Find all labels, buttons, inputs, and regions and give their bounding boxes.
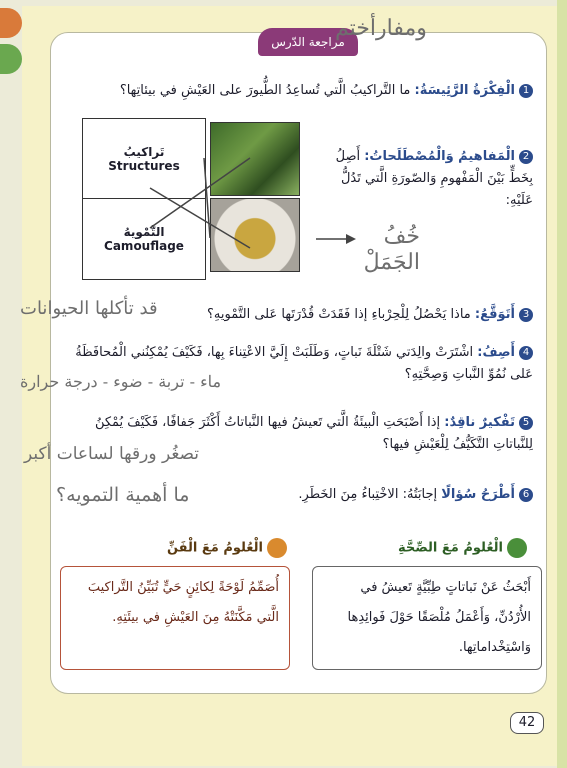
- tab-marker-orange: [0, 8, 22, 38]
- q2-label: الْمَفاهيمُ وَالْمُصْطَلَحاتُ:: [364, 149, 515, 164]
- match-line-1: [204, 158, 210, 238]
- q6-label: أَطْرَحُ سُؤالًا: [441, 487, 515, 502]
- art-title-text: الْعُلومُ مَعَ الْفَنِّ: [166, 540, 263, 556]
- art-panel: [60, 566, 290, 670]
- q3-text: ماذا يَحْصُلُ لِلْحِرْباءِ إذا فَقَدَتْ قُدْرَتَها عَلى التَّمْويهِ؟: [207, 307, 471, 322]
- q3-number: 3: [519, 308, 533, 322]
- palette-icon: [267, 538, 287, 558]
- term-structures-ar: تَراكيبُ: [123, 145, 165, 159]
- q5-number: 5: [519, 416, 533, 430]
- q6-text: إجابَتُهُ: الاخْتِباءُ مِنَ الخَطَرِ.: [298, 487, 438, 502]
- health-panel: [312, 566, 542, 670]
- handwriting-q6: ما أهمية التمويه؟: [56, 484, 190, 506]
- q5-text: إذا أَصْبَحَتِ الْبيئَةُ الَّتي تَعيشُ فيها النَّباتاتُ أَكْثَرَ جَفافًا، فَكَيْفَ يُمْكِنُ لِلنَّباتاتِ التَّكَيُّفُ لِلْعَيْشِ فيها؟: [94, 415, 533, 452]
- health-title-text: الْعُلومُ مَعَ الصِّحَّةِ: [397, 540, 503, 556]
- term-structures-en: Structures: [108, 159, 180, 173]
- match-lines: [82, 118, 304, 278]
- handwriting-q3: قد تأكلها الحيوانات: [20, 298, 158, 319]
- handwriting-q4: ماء - تربة - ضوء - درجة حرارة: [20, 372, 222, 391]
- page-edge: [557, 0, 567, 768]
- art-title: [167, 538, 287, 558]
- tab-marker-green: [0, 44, 22, 74]
- q1-text: ما التَّراكيبُ الَّتي تُساعِدُ الطُّيورَ على العَيْشِ في بيئاتِها؟: [119, 83, 411, 98]
- handwriting-header: ومفارأختم: [335, 16, 427, 41]
- question-2: [333, 146, 533, 212]
- art-text: أُصَمِّمُ لَوْحَةً لِكائِنٍ حَيٍّ تُبَيِّنُ التَّراكيبَ الَّتي مَكَّنَتْهُ مِنَ العَيْشِ في بيئَتِهِ.: [87, 580, 279, 625]
- q4-number: 4: [519, 346, 533, 360]
- term-camouflage-ar: التَّمْويهُ: [123, 225, 165, 239]
- q1-number: 1: [519, 84, 533, 98]
- q5-label: تَفْكيرٌ ناقِدٌ:: [444, 415, 515, 430]
- page-number: 42: [510, 712, 544, 734]
- q2-number: 2: [519, 150, 533, 164]
- health-text: أَبْحَثُ عَنْ نَباتاتٍ طِبِّيَّةٍ تَعيشُ في الأُرْدُنِّ، وَأَعْمَلُ مُلْصَقًا حَوْلَ فَوائِدِها وَاسْتِخْداماتِها.: [347, 580, 531, 655]
- q4-text: اشْتَرَتْ والِدَتي شَتْلَةَ نَباتٍ، وَطَلَبَتْ إِلَيَّ الاعْتِناءَ بِها، فَكَيْفَ يُمْكِنُني الْمُحافَظَةُ عَلى نُمُوِّ النَّباتِ وَصِحَّتِهِ؟: [75, 345, 533, 382]
- thermometer-icon: [507, 538, 527, 558]
- handwriting-q2: خُفُ الجَمَلْ: [363, 224, 420, 275]
- q1-label: الْفِكْرَةُ الرَّئِيسَةُ:: [414, 83, 515, 98]
- q3-label: أَتَوَقَّعُ:: [474, 307, 515, 322]
- health-title: [398, 538, 527, 558]
- question-6: [283, 484, 533, 506]
- q4-label: أَصِفُ:: [477, 345, 515, 360]
- term-camouflage-en: Camouflage: [104, 239, 184, 253]
- q2-text: أَصِلُ بِخَطٍّ بَيْنَ الْمَفْهومِ وَالصّورَةِ الَّتي تَدُلُّ عَلَيْهِ:: [335, 149, 533, 208]
- question-1: [73, 80, 533, 102]
- q6-number: 6: [519, 488, 533, 502]
- handwriting-q5: تصغُر ورقها لساعات أكبر: [24, 444, 200, 464]
- header-title: مراجعة الدّرس: [271, 35, 345, 49]
- question-3: [193, 304, 533, 326]
